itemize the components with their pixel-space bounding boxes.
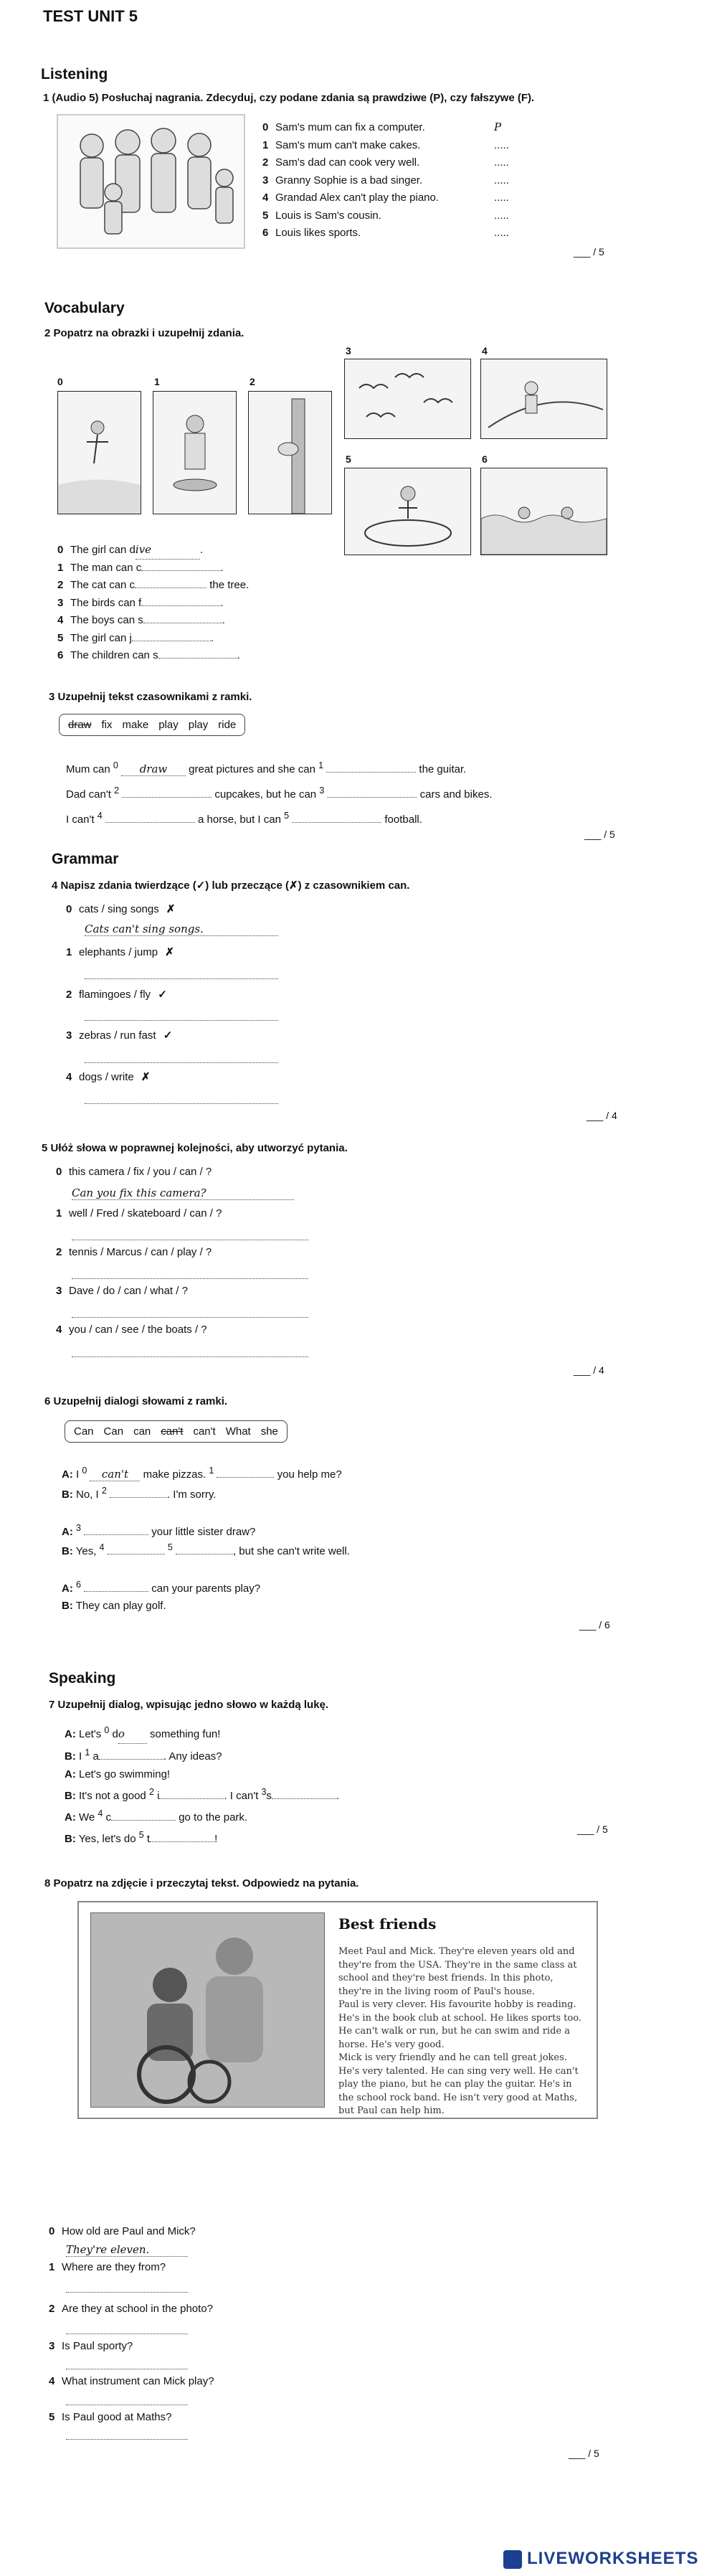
ex4-item-2: 2 flamingoes / fly ✓ bbox=[66, 989, 167, 1001]
answer-field[interactable] bbox=[158, 658, 237, 659]
reading-score: ___ / 5 bbox=[569, 2448, 599, 2459]
list-item: 5 The girl can j . bbox=[57, 631, 214, 644]
exercise-1-instruction: 1 (Audio 5) Posłuchaj nagrania. Zdecyduj, czy podane zdania są prawdziwe (P), czy fałszywe (F). bbox=[43, 92, 535, 104]
listening-score: ___ / 5 bbox=[574, 246, 604, 258]
exercise-8-instruction: 8 Popatrz na zdjęcie i przeczytaj tekst. Odpowiedz na pytania. bbox=[44, 1877, 359, 1889]
paragraph: Paul is very clever. His favourite hobby is reading. He's in the book club at school. He likes sports too. He can't walk or run, but he can swim and ride a horse. He's very good. bbox=[338, 1999, 581, 2050]
exercise-3-instruction: 3 Uzupełnij tekst czasownikami z ramki. bbox=[49, 691, 252, 703]
ex5-answer-3[interactable] bbox=[72, 1317, 308, 1318]
list-item: 1 The man can c . bbox=[57, 561, 224, 574]
answer-field[interactable] bbox=[84, 1534, 148, 1535]
list-item: 2 Sam's dad can cook very well. ..... bbox=[262, 156, 509, 169]
family-illustration bbox=[56, 113, 246, 250]
listening-items bbox=[262, 118, 521, 242]
dialog-line: A: Let's $^0$ do something fun! bbox=[65, 1722, 339, 1744]
ex6-score: ___ / 6 bbox=[579, 1619, 610, 1631]
answer-field[interactable]: ive bbox=[136, 541, 200, 560]
speaking-score: ___ / 5 bbox=[577, 1824, 608, 1835]
answer-1[interactable] bbox=[66, 2292, 188, 2293]
exercise-4-instruction: 4 Napisz zdania twierdzące (✓) lub przeczące (✗) z czasownikiem can. bbox=[52, 879, 410, 892]
word-box: draw fix make play play ride bbox=[59, 714, 245, 736]
article-box bbox=[77, 1901, 598, 2119]
paragraph: Meet Paul and Mick. They're eleven years old and they're from the USA. They're in the same class at school and they're best friends. In this photo, they're in the living room of Paul's house. bbox=[338, 1946, 577, 1997]
list-item: 4 Grandad Alex can't play the piano. ..... bbox=[262, 192, 509, 204]
picture-0-dive bbox=[57, 391, 141, 514]
exercise-5-instruction: 5 Ułóż słowa w poprawnej kolejności, aby utworzyć pytania. bbox=[42, 1142, 348, 1154]
ex4-item-4: 4 dogs / write ✗ bbox=[66, 1071, 151, 1083]
listening-heading: Listening bbox=[41, 66, 108, 82]
speaking-dialog bbox=[65, 1722, 339, 1848]
ex4-item-0: 0 cats / sing songs ✗ bbox=[66, 903, 176, 915]
ex4-item-3: 3 zebras / run fast ✓ bbox=[66, 1029, 173, 1042]
answer-field[interactable]: ..... bbox=[494, 174, 509, 187]
list-item: 0 Sam's mum can fix a computer. P bbox=[262, 121, 502, 133]
picture-number: 6 bbox=[482, 453, 488, 465]
question-2: 2 Are they at school in the photo? bbox=[49, 2303, 213, 2315]
dialog-line: A: We $^4$ c go to the park. bbox=[65, 1808, 248, 1824]
grammar-heading: Grammar bbox=[52, 851, 119, 867]
answer-field[interactable] bbox=[327, 797, 417, 798]
ex3-score: ___ / 5 bbox=[584, 829, 615, 840]
ex5-score: ___ / 4 bbox=[574, 1364, 604, 1376]
answer-field[interactable] bbox=[159, 1798, 224, 1799]
answer-field[interactable] bbox=[111, 1820, 176, 1821]
dialog-3-b: B: They can play golf. bbox=[62, 1600, 166, 1612]
answer-field[interactable]: ..... bbox=[494, 156, 509, 169]
dialog-3-a: A: $^6$ can your parents play? bbox=[62, 1580, 261, 1595]
ex5-answer-0[interactable]: Can you fix this camera? bbox=[72, 1186, 294, 1200]
dialog-1-b: B: No, I $^2$ . I'm sorry. bbox=[62, 1486, 217, 1501]
list-item: 5 Louis is Sam's cousin. ..... bbox=[262, 209, 509, 222]
list-item: 2 The cat can c the tree. bbox=[57, 579, 250, 591]
answer-field[interactable] bbox=[141, 605, 220, 606]
ex4-answer-0[interactable]: Cats can't sing songs. bbox=[85, 923, 278, 936]
page-title: TEST UNIT 5 bbox=[43, 7, 138, 25]
answer-field[interactable]: ..... bbox=[494, 209, 509, 222]
list-item: 3 Granny Sophie is a bad singer. ..... bbox=[262, 174, 509, 187]
article-title: Best friends bbox=[338, 1915, 437, 1933]
picture-number: 0 bbox=[57, 376, 63, 387]
ex5-item-0: 0 this camera / fix / you / can / ? bbox=[56, 1166, 212, 1178]
answer-field[interactable]: o bbox=[118, 1725, 147, 1744]
ex5-item-4: 4 you / can / see / the boats / ? bbox=[56, 1324, 207, 1336]
answer-field[interactable]: ..... bbox=[494, 227, 509, 239]
ex4-item-1: 1 elephants / jump ✗ bbox=[66, 946, 174, 958]
dialog-line: B: I $^1$ a . Any ideas? bbox=[65, 1747, 222, 1763]
list-item: 6 Louis likes sports. ..... bbox=[262, 227, 509, 239]
answer-field[interactable]: ..... bbox=[494, 192, 509, 204]
answer-field[interactable] bbox=[292, 822, 381, 823]
ex4-score: ___ / 4 bbox=[587, 1110, 617, 1121]
answer-field[interactable]: can't bbox=[90, 1468, 140, 1481]
paragraph: Mick is very friendly and he can tell great jokes. He's very talented. He can sing very well. He can't play the piano, but he can play the guitar. He's in the school rock band. He isn't very good at Maths, but Paul can help him. bbox=[338, 2052, 579, 2116]
dialog-2-a: A: $^3$ your little sister draw? bbox=[62, 1523, 256, 1538]
answer-5[interactable] bbox=[66, 2439, 188, 2440]
question-1: 1 Where are they from? bbox=[49, 2261, 166, 2273]
ex3-line-2: Dad can't $^2$ cupcakes, but he can $^3$ cars and bikes. bbox=[66, 785, 493, 801]
exercise-2-instruction: 2 Popatrz na obrazki i uzupełnij zdania. bbox=[44, 327, 244, 339]
liveworksheets-logo-icon bbox=[503, 2550, 522, 2569]
dialog-1-a: A: I $^0$ can't make pizzas. $^1$ you help me? bbox=[62, 1466, 342, 1481]
answer-field[interactable] bbox=[122, 797, 212, 798]
liveworksheets-brand: LIVEWORKSHEETS bbox=[527, 2549, 699, 2568]
list-item: 6 The children can s . bbox=[57, 649, 240, 661]
picture-number: 5 bbox=[346, 453, 351, 465]
ex4-answer-4[interactable] bbox=[85, 1103, 278, 1104]
picture-number: 2 bbox=[250, 376, 255, 387]
list-item: 4 The boys can s . bbox=[57, 614, 225, 626]
ex3-line-1: Mum can $^0$ draw great pictures and she can $^1$ the guitar. bbox=[66, 760, 467, 775]
question-0: 0 How old are Paul and Mick? bbox=[49, 2225, 196, 2237]
answer-field[interactable] bbox=[110, 1497, 167, 1498]
picture-2-climb bbox=[248, 391, 332, 514]
answer-field[interactable] bbox=[217, 1477, 274, 1478]
list-item: 0 The girl can dive . bbox=[57, 541, 249, 560]
list-item: 1 Sam's mum can't make cakes. ..... bbox=[262, 138, 509, 151]
answer-field[interactable]: ..... bbox=[494, 138, 509, 151]
question-5: 5 Is Paul good at Maths? bbox=[49, 2411, 172, 2423]
vocabulary-items bbox=[57, 541, 249, 665]
answer-field[interactable] bbox=[105, 822, 195, 823]
ex3-line-3: I can't $^4$ a horse, but I can $^5$ football. bbox=[66, 811, 422, 826]
ex5-item-2: 2 tennis / Marcus / can / play / ? bbox=[56, 1246, 212, 1258]
ex5-item-1: 1 well / Fred / skateboard / can / ? bbox=[56, 1207, 222, 1219]
question-3: 3 Is Paul sporty? bbox=[49, 2340, 133, 2352]
list-item: 3 The birds can f . bbox=[57, 596, 224, 609]
answer-field[interactable]: draw bbox=[121, 763, 186, 776]
answer-field[interactable] bbox=[84, 1591, 148, 1592]
friends-photo bbox=[90, 1912, 325, 2108]
answer-field[interactable] bbox=[326, 772, 416, 773]
article-text bbox=[338, 1945, 586, 2118]
dialog-line: B: It's not a good $^2$ i . I can't $^3$s . bbox=[65, 1787, 340, 1802]
dialog-line: A: Let's go swimming! bbox=[65, 1768, 171, 1780]
ex5-answer-2[interactable] bbox=[72, 1278, 308, 1279]
picture-6-swim bbox=[480, 468, 607, 555]
answer-field[interactable] bbox=[272, 1798, 336, 1799]
exercise-6-instruction: 6 Uzupełnij dialogi słowami z ramki. bbox=[44, 1395, 228, 1407]
picture-5-jump bbox=[344, 468, 471, 555]
answer-field[interactable] bbox=[150, 1841, 214, 1842]
vocabulary-heading: Vocabulary bbox=[44, 300, 125, 316]
answer-field[interactable]: P bbox=[494, 121, 502, 133]
word-box: Can Can can can't can't What she bbox=[65, 1420, 288, 1443]
dialog-line: B: Yes, let's do $^5$ t ! bbox=[65, 1830, 218, 1845]
picture-number: 3 bbox=[346, 345, 351, 357]
answer-field[interactable] bbox=[99, 1759, 163, 1760]
picture-3-birds bbox=[344, 359, 471, 439]
ex4-answer-3[interactable] bbox=[85, 1062, 278, 1063]
ex5-item-3: 3 Dave / do / can / what / ? bbox=[56, 1285, 188, 1297]
question-4: 4 What instrument can Mick play? bbox=[49, 2375, 214, 2387]
ex4-answer-1[interactable] bbox=[85, 978, 278, 979]
exercise-7-instruction: 7 Uzupełnij dialog, wpisując jedno słowo w każdą lukę. bbox=[49, 1699, 329, 1711]
dialog-2-b: B: Yes, $^4$ $^5$ , but she can't write well. bbox=[62, 1542, 350, 1557]
picture-number: 4 bbox=[482, 345, 488, 357]
picture-1-cook bbox=[153, 391, 237, 514]
speaking-heading: Speaking bbox=[49, 1670, 116, 1686]
answer-field[interactable] bbox=[141, 570, 220, 571]
picture-number: 1 bbox=[154, 376, 160, 387]
answer-0[interactable]: They're eleven. bbox=[66, 2243, 188, 2257]
picture-4-skateboard bbox=[480, 359, 607, 439]
ex4-answer-2[interactable] bbox=[85, 1020, 278, 1021]
